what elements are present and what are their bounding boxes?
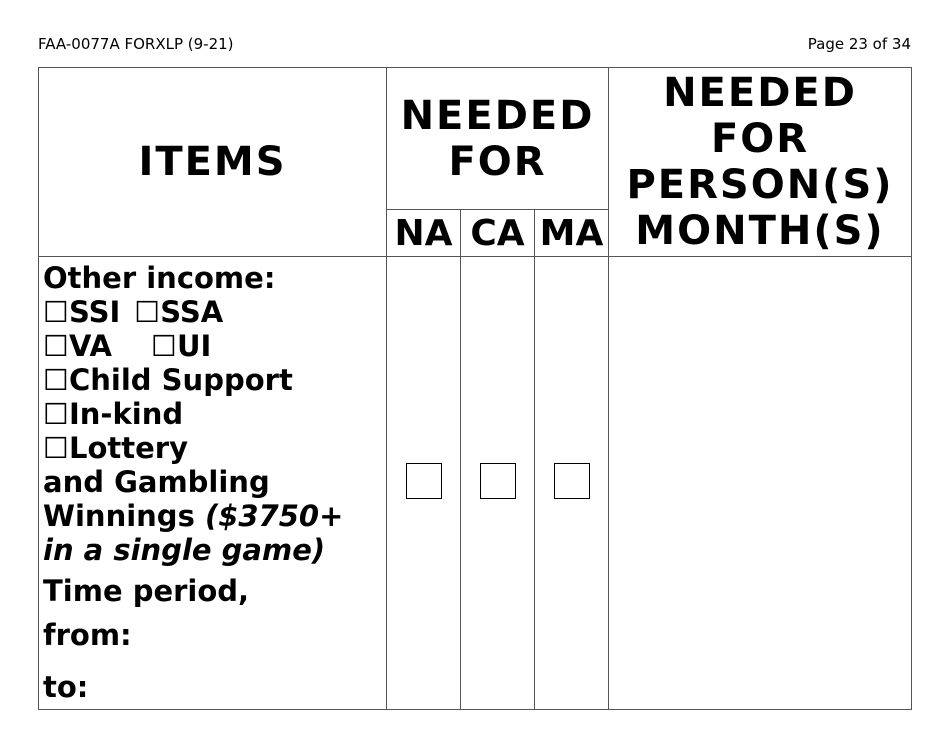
page-number: Page 23 of 34 xyxy=(807,35,911,53)
va-label: VA xyxy=(69,329,112,363)
ssa-label: SSA xyxy=(160,295,224,329)
items-column-header: ITEMS xyxy=(39,68,387,257)
ui-label: UI xyxy=(177,329,212,363)
person-month-column-header xyxy=(609,68,912,257)
lottery-label: Lottery xyxy=(69,431,189,465)
ca-checkbox[interactable] xyxy=(480,463,516,499)
child-support-checkbox[interactable]: ☐ xyxy=(43,363,69,397)
table-row xyxy=(39,257,912,710)
ma-cell xyxy=(535,257,609,710)
ui-checkbox[interactable]: ☐ xyxy=(151,329,177,363)
person-month-header-line4: MONTH(S) xyxy=(635,208,885,254)
na-cell xyxy=(387,257,461,710)
to-label: to: xyxy=(43,670,89,704)
ca-column-header: CA xyxy=(461,210,535,257)
child-support-label: Child Support xyxy=(69,363,293,397)
lottery-line-3: Winnings xyxy=(43,499,195,533)
ssa-checkbox[interactable]: ☐ xyxy=(134,295,161,329)
other-income-title: Other income: xyxy=(43,261,276,295)
ssi-checkbox[interactable]: ☐ xyxy=(43,295,69,329)
in-kind-checkbox[interactable]: ☐ xyxy=(43,397,69,431)
needed-for-column-header: NEEDED FOR xyxy=(387,68,609,210)
from-label: from: xyxy=(43,618,132,652)
va-checkbox[interactable]: ☐ xyxy=(43,329,69,363)
person-month-header-line3: PERSON(S) xyxy=(626,162,894,208)
ma-checkbox[interactable] xyxy=(554,463,590,499)
person-month-header-line2: FOR xyxy=(710,116,810,162)
lottery-checkbox[interactable]: ☐ xyxy=(43,431,69,465)
na-checkbox[interactable] xyxy=(406,463,442,499)
person-month-header-line1: NEEDED xyxy=(663,70,857,116)
na-column-header: NA xyxy=(387,210,461,257)
lottery-line-2: and Gambling xyxy=(43,465,270,499)
in-kind-label: In-kind xyxy=(69,397,184,431)
ma-column-header: MA xyxy=(535,210,609,257)
time-period-label: Time period, xyxy=(43,574,250,608)
other-income-item-cell xyxy=(39,257,387,710)
ssi-label: SSI xyxy=(69,295,121,329)
lottery-threshold-note: ($3750+ xyxy=(204,499,344,533)
needed-items-table xyxy=(38,67,912,710)
form-id: FAA-0077A FORXLP (9-21) xyxy=(38,35,234,53)
ca-cell xyxy=(461,257,535,710)
lottery-threshold-note-2: in a single game) xyxy=(43,533,326,567)
person-month-input-cell[interactable] xyxy=(609,257,912,710)
